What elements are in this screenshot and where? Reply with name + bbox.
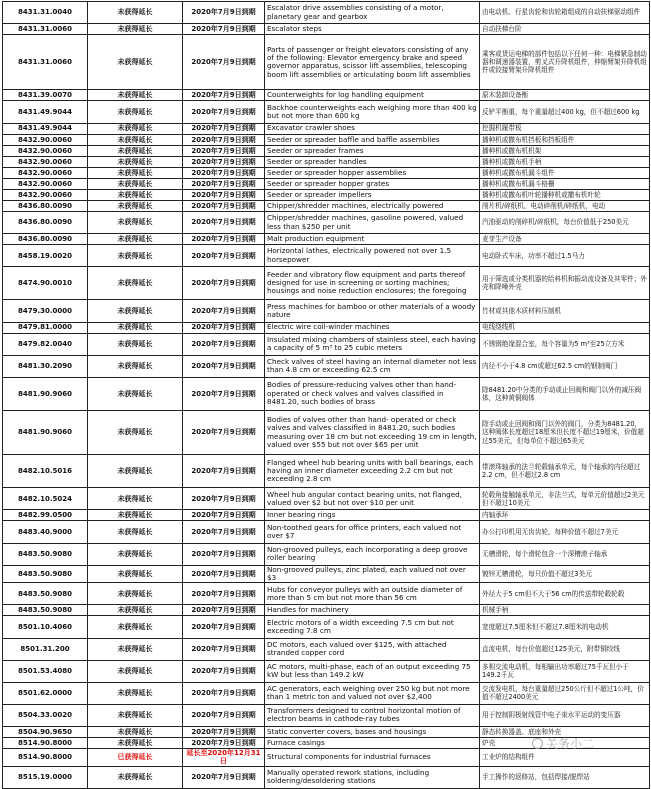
description-zh-cell: 用于筛选或分类机器的给料机和振动流设备及其零件；外壳和降噪外壳 <box>480 267 650 300</box>
description-zh-cell: 播种机或撒布机漏斗组件 <box>480 167 650 178</box>
deadline-cell: 2020年7月9日到期 <box>183 322 265 333</box>
description-zh-cell: 播种机或撒布机手柄 <box>480 156 650 167</box>
description-en-cell: Non-toothed gears for office printers, each valued not over $7 <box>265 521 480 543</box>
description-en-cell: Wheel hub angular contact bearing units, not flanged, valued over $2 but not over $10 per unit <box>265 488 480 510</box>
table-row <box>3 24 650 35</box>
description-en-cell: Excavator crawler shoes <box>265 123 480 134</box>
hts-code-cell: 8481.90.9060 <box>3 377 88 410</box>
extension-status-cell: 未获得延长 <box>88 156 183 167</box>
deadline-cell: 延长至2020年12月31日 <box>183 749 265 767</box>
deadline-cell: 2020年7月9日到期 <box>183 660 265 682</box>
extension-status-cell: 未获得延长 <box>88 455 183 488</box>
description-zh-cell: 机械手柄 <box>480 605 650 616</box>
hts-code-cell: 8432.90.0060 <box>3 156 88 167</box>
deadline-cell: 2020年7月9日到期 <box>183 521 265 543</box>
description-zh-cell: 无槽滑轮，每个滑轮包含一个深槽滚子轴承 <box>480 543 650 565</box>
deadline-cell: 2020年7月9日到期 <box>183 333 265 355</box>
description-en-cell: Transformers designed to control horizontal motion of electron beams in cathode-ray tubes <box>265 704 480 726</box>
hts-code-cell: 8482.10.5024 <box>3 488 88 510</box>
hts-code-cell: 8515.19.0000 <box>3 766 88 788</box>
description-zh-cell: 挖掘机履带板 <box>480 123 650 134</box>
extension-status-cell: 未获得延长 <box>88 167 183 178</box>
table-row <box>3 605 650 616</box>
hts-code-cell: 8432.90.0060 <box>3 178 88 189</box>
description-en-cell: Horizontal lathes, electrically powered not over 1.5 horsepower <box>265 245 480 267</box>
table-row <box>3 766 650 788</box>
description-zh-cell: 反铲平衡重，每个重量超过400 kg，但不超过600 kg <box>480 101 650 123</box>
deadline-cell: 2020年7月9日到期 <box>183 682 265 704</box>
deadline-cell: 2020年7月9日到期 <box>183 726 265 737</box>
description-zh-cell: 轮毂角接触轴承单元，非法兰式，每单元价值超过2美元但不超过10美元 <box>480 488 650 510</box>
hts-code-cell: 8501.53.4080 <box>3 660 88 682</box>
hts-code-cell: 8504.33.0020 <box>3 704 88 726</box>
extension-status-cell: 未获得延长 <box>88 234 183 245</box>
hts-code-cell: 8483.40.9000 <box>3 521 88 543</box>
description-en-cell: Feeder and vibratory flow equipment and parts thereof designed for use in screening or sorting machines; housings and noise reduction enclosures; the foregoing <box>265 267 480 300</box>
hts-code-cell: 8483.50.9080 <box>3 543 88 565</box>
table-row <box>3 682 650 704</box>
hts-code-cell: 8432.90.0060 <box>3 145 88 156</box>
table-row <box>3 660 650 682</box>
table-row <box>3 704 650 726</box>
hts-code-cell: 8514.90.8000 <box>3 749 88 767</box>
table-row <box>3 377 650 410</box>
deadline-cell: 2020年7月9日到期 <box>183 355 265 377</box>
table-row <box>3 178 650 189</box>
deadline-cell: 2020年7月9日到期 <box>183 145 265 156</box>
hts-code-cell: 8479.82.0040 <box>3 333 88 355</box>
description-zh-cell: 手工操作的返修站，包括焊接/脱焊站 <box>480 766 650 788</box>
table-row <box>3 90 650 101</box>
extension-status-cell: 未获得延长 <box>88 355 183 377</box>
extension-status-cell: 未获得延长 <box>88 726 183 737</box>
description-zh-cell: 镀锌无槽滑轮，每只价值不超过3美元 <box>480 565 650 583</box>
description-zh-cell: 麦芽生产设备 <box>480 234 650 245</box>
description-en-cell: Seeder or spreader impellers <box>265 189 480 200</box>
description-zh-cell: 自动扶梯台阶 <box>480 24 650 35</box>
deadline-cell: 2020年7月9日到期 <box>183 410 265 454</box>
description-en-cell: Backhoe counterweights each weighing more than 400 kg but not more than 600 kg <box>265 101 480 123</box>
description-en-cell: Malt production equipment <box>265 234 480 245</box>
description-zh-cell: 用于控制阴极射线管中电子束水平运动的变压器 <box>480 704 650 726</box>
table-row <box>3 234 650 245</box>
extension-status-cell: 未获得延长 <box>88 322 183 333</box>
description-zh-cell: 播种机或撒布机漏斗格栅 <box>480 178 650 189</box>
table-row <box>3 749 650 767</box>
table-row <box>3 245 650 267</box>
extension-status-cell: 未获得延长 <box>88 660 183 682</box>
table-row <box>3 738 650 749</box>
hts-code-cell: 8431.49.9044 <box>3 101 88 123</box>
table-row <box>3 333 650 355</box>
deadline-cell: 2020年7月9日到期 <box>183 101 265 123</box>
table-row <box>3 488 650 510</box>
deadline-cell: 2020年7月9日到期 <box>183 565 265 583</box>
description-en-cell: Non-grooved pulleys, zinc plated, each valued not over $3 <box>265 565 480 583</box>
hts-code-cell: 8431.31.0060 <box>3 24 88 35</box>
hts-code-cell: 8479.30.0000 <box>3 300 88 322</box>
description-zh-cell: 除8481.20中分类的手动或止回阀和阀门以外的减压阀体，这种黄铜阀体 <box>480 377 650 410</box>
deadline-cell: 2020年7月9日到期 <box>183 704 265 726</box>
extension-status-cell: 未获得延长 <box>88 738 183 749</box>
deadline-cell: 2020年7月9日到期 <box>183 583 265 605</box>
table-row <box>3 322 650 333</box>
description-en-cell: Press machines for bamboo or other materials of a woody nature <box>265 300 480 322</box>
table-row <box>3 726 650 737</box>
description-en-cell: Structural components for industrial furnaces <box>265 749 480 767</box>
hts-code-cell: 8432.90.0060 <box>3 189 88 200</box>
hts-code-cell: 8482.99.0500 <box>3 510 88 521</box>
deadline-cell: 2020年7月9日到期 <box>183 156 265 167</box>
table-row <box>3 211 650 233</box>
hts-code-cell: 8479.81.0000 <box>3 322 88 333</box>
hts-code-cell: 8481.90.9060 <box>3 410 88 454</box>
table-row <box>3 123 650 134</box>
table-row <box>3 145 650 156</box>
description-en-cell: Non-grooved pulleys, each incorporating a deep groove roller bearing <box>265 543 480 565</box>
table-row <box>3 565 650 583</box>
description-zh-cell: 电动卧式车床，功率不超过1.5马力 <box>480 245 650 267</box>
description-zh-cell: 工业炉的结构组件 <box>480 749 650 767</box>
hts-code-cell: 8431.31.0060 <box>3 35 88 90</box>
description-en-cell: Insulated mixing chambers of stainless steel, each having a capacity of 5 m³ to 25 cubic meters <box>265 333 480 355</box>
hts-code-cell: 8504.90.9650 <box>3 726 88 737</box>
table-row <box>3 583 650 605</box>
hts-code-cell: 8436.80.0090 <box>3 234 88 245</box>
description-zh-cell: 原木装卸设备衡 <box>480 90 650 101</box>
hts-code-cell: 8483.50.9080 <box>3 605 88 616</box>
extension-status-cell: 未获得延长 <box>88 682 183 704</box>
deadline-cell: 2020年7月9日到期 <box>183 211 265 233</box>
deadline-cell: 2020年7月9日到期 <box>183 455 265 488</box>
deadline-cell: 2020年7月9日到期 <box>183 488 265 510</box>
description-zh-cell: 内轴承环 <box>480 510 650 521</box>
description-en-cell: Seeder or spreader hopper assemblies <box>265 167 480 178</box>
deadline-cell: 2020年7月9日到期 <box>183 510 265 521</box>
extension-status-cell: 未获得延长 <box>88 605 183 616</box>
description-en-cell: Seeder or spreader baffle and baffle assemblies <box>265 134 480 145</box>
deadline-cell: 2020年7月9日到期 <box>183 189 265 200</box>
extension-status-cell: 未获得延长 <box>88 583 183 605</box>
description-zh-cell: 电线绕线机 <box>480 322 650 333</box>
watermark-text: 关务小二 <box>546 737 595 751</box>
description-zh-cell: 宽度超过7.5厘米但不超过7.8厘米的电动机 <box>480 616 650 638</box>
extension-status-cell: 未获得延长 <box>88 24 183 35</box>
extension-status-cell: 未获得延长 <box>88 766 183 788</box>
extension-status-cell: 未获得延长 <box>88 145 183 156</box>
extension-status-cell: 未获得延长 <box>88 300 183 322</box>
description-en-cell: AC generators, each weighing over 250 kg but not more than 1 metric ton and valued not over $2,400 <box>265 682 480 704</box>
hts-code-cell: 8432.90.0060 <box>3 167 88 178</box>
exclusion-table <box>2 1 650 789</box>
description-zh-cell: 多相交流电动机，每相输出功率超过75千瓦但小于149.2千瓦 <box>480 660 650 682</box>
hts-code-cell: 8501.62.0000 <box>3 682 88 704</box>
description-zh-cell: 办公打印机用无齿齿轮，每种价值不超过7美元 <box>480 521 650 543</box>
description-zh-cell: 带滚珠轴承的法兰轮毂轴承单元，每个轴承的内径超过2.2 cm，但不超过2.8 cm <box>480 455 650 488</box>
deadline-cell: 2020年7月9日到期 <box>183 377 265 410</box>
table-row <box>3 455 650 488</box>
description-zh-cell: 汽油驱动的削碎机/碎纸机，每台价值低于250美元 <box>480 211 650 233</box>
description-en-cell: Static converter covers, bases and housings <box>265 726 480 737</box>
table-row <box>3 300 650 322</box>
extension-status-cell: 未获得延长 <box>88 245 183 267</box>
description-en-cell: Chipper/shredder machines, gasoline powered, valued less than $250 per unit <box>265 211 480 233</box>
table-row <box>3 189 650 200</box>
table-row <box>3 410 650 454</box>
table-row <box>3 35 650 90</box>
description-zh-cell: 除手动或止回阀和阀门以外的阀门，分类为8481.20，这种阀体长度超过18厘米但长度不超过19厘米，价值超过55美元，但每单位不超过65美元 <box>480 410 650 454</box>
deadline-cell: 2020年7月9日到期 <box>183 167 265 178</box>
hts-code-cell: 8501.31.200 <box>3 638 88 660</box>
extension-status-cell: 未获得延长 <box>88 488 183 510</box>
hts-code-cell: 8501.10.4060 <box>3 616 88 638</box>
description-en-cell: Seeder or spreader hopper grates <box>265 178 480 189</box>
table-row <box>3 200 650 211</box>
extension-status-cell: 未获得延长 <box>88 377 183 410</box>
description-zh-cell: 竹材或其他木质材料压制机 <box>480 300 650 322</box>
deadline-cell: 2020年7月9日到期 <box>183 738 265 749</box>
description-en-cell: Seeder or spreader handles <box>265 156 480 167</box>
description-en-cell: Chipper/shredder machines, electrically powered <box>265 200 480 211</box>
description-zh-cell: 由电动机、行星齿轮和齿轮箱组成的自动扶梯驱动组件 <box>480 2 650 24</box>
deadline-cell: 2020年7月9日到期 <box>183 543 265 565</box>
table-body <box>3 2 650 789</box>
description-en-cell: Check valves of steel having an internal diameter not less than 4.8 cm or exceeding 62.5 cm <box>265 355 480 377</box>
description-en-cell: Inner bearing rings <box>265 510 480 521</box>
description-en-cell: Counterweights for log handling equipment <box>265 90 480 101</box>
extension-status-cell: 未获得延长 <box>88 616 183 638</box>
deadline-cell: 2020年7月9日到期 <box>183 245 265 267</box>
deadline-cell: 2020年7月9日到期 <box>183 234 265 245</box>
extension-status-cell: 未获得延长 <box>88 543 183 565</box>
description-zh-cell: 乘客或货运电梯的部件包括以下任何一种：电梯紧急制动器和调速器装置，剪叉式升降机组件，伸缩臂架升降机组件或铰接臂架升降机组件 <box>480 35 650 90</box>
description-zh-cell: 炉壳 <box>480 738 650 749</box>
description-en-cell: Furnace casings <box>265 738 480 749</box>
description-en-cell: DC motors, each valued over $125, with attached stranded copper cord <box>265 638 480 660</box>
description-zh-cell: 直流电机，每台价值超过125美元，附带铜绞线 <box>480 638 650 660</box>
deadline-cell: 2020年7月9日到期 <box>183 200 265 211</box>
extension-status-cell: 未获得延长 <box>88 101 183 123</box>
description-zh-cell: 削片机/碎纸机，电动碎削机/碎纸机，电动 <box>480 200 650 211</box>
table-row <box>3 521 650 543</box>
extension-status-cell: 未获得延长 <box>88 211 183 233</box>
deadline-cell: 2020年7月9日到期 <box>183 267 265 300</box>
deadline-cell: 2020年7月9日到期 <box>183 300 265 322</box>
deadline-cell: 2020年7月9日到期 <box>183 2 265 24</box>
extension-status-cell: 未获得延长 <box>88 90 183 101</box>
description-zh-cell: 播种机或撒布机叶轮播种机或撒布机叶轮 <box>480 189 650 200</box>
description-zh-cell: 内径不小于4.8 cm或超过62.5 cm的钢制阀门 <box>480 355 650 377</box>
table-row <box>3 355 650 377</box>
deadline-cell: 2020年7月9日到期 <box>183 766 265 788</box>
description-zh-cell: 播种机或撒布机挡板和挡板组件 <box>480 134 650 145</box>
description-zh-cell: 播种机或撒布机机架 <box>480 145 650 156</box>
hts-code-cell: 8482.10.5016 <box>3 455 88 488</box>
table-row <box>3 156 650 167</box>
hts-code-cell: 8514.90.8000 <box>3 738 88 749</box>
hts-code-cell: 8431.39.0070 <box>3 90 88 101</box>
table-row <box>3 2 650 24</box>
extension-status-cell: 未获得延长 <box>88 333 183 355</box>
extension-status-cell: 未获得延长 <box>88 510 183 521</box>
extension-status-cell: 已获得延长 <box>88 749 183 767</box>
description-en-cell: Bodies of pressure-reducing valves other than hand-operated or check valves and valves classified in 8481.20, such bodies of brass <box>265 377 480 410</box>
description-en-cell: Escalator steps <box>265 24 480 35</box>
description-en-cell: Electric motors of a width exceeding 7.5 cm but not exceeding 7.8 cm <box>265 616 480 638</box>
extension-status-cell: 未获得延长 <box>88 638 183 660</box>
deadline-cell: 2020年7月9日到期 <box>183 616 265 638</box>
hts-code-cell: 8481.30.2090 <box>3 355 88 377</box>
description-zh-cell: 静态转换器盖、底座和外壳 <box>480 726 650 737</box>
deadline-cell: 2020年7月9日到期 <box>183 123 265 134</box>
table-row <box>3 167 650 178</box>
deadline-cell: 2020年7月9日到期 <box>183 605 265 616</box>
description-en-cell: Parts of passenger or freight elevators consisting of any of the following: Elevator emergency brake and speed governor apparatus, scissor lift assemblies, telescoping boom lift assemblies or articulating boom lift assemblies <box>265 35 480 90</box>
table-row <box>3 638 650 660</box>
hts-code-cell: 8436.80.0090 <box>3 211 88 233</box>
description-en-cell: Hubs for conveyor pulleys with an outside diameter of more than 5 cm but not more than 56 cm <box>265 583 480 605</box>
table-row <box>3 134 650 145</box>
extension-status-cell: 未获得延长 <box>88 200 183 211</box>
deadline-cell: 2020年7月9日到期 <box>183 638 265 660</box>
description-zh-cell: 外径大于5 cm但不大于56 cm的传送带轮毂轮毂 <box>480 583 650 605</box>
extension-status-cell: 未获得延长 <box>88 410 183 454</box>
extension-status-cell: 未获得延长 <box>88 704 183 726</box>
extension-status-cell: 未获得延长 <box>88 35 183 90</box>
description-en-cell: AC motors, multi-phase, each of an output exceeding 75 kW but less than 149.2 kW <box>265 660 480 682</box>
hts-code-cell: 8436.80.0090 <box>3 200 88 211</box>
description-en-cell: Seeder or spreader frames <box>265 145 480 156</box>
description-zh-cell: 交流发电机，每台重量超过250公斤但不超过1公吨，价值不超过2400美元 <box>480 682 650 704</box>
table-row <box>3 543 650 565</box>
table-row <box>3 510 650 521</box>
hts-code-cell: 8458.19.0020 <box>3 245 88 267</box>
extension-status-cell: 未获得延长 <box>88 267 183 300</box>
description-zh-cell: 不锈钢绝缘混合室，每个容量为5 m³至25立方米 <box>480 333 650 355</box>
hts-code-cell: 8483.50.9080 <box>3 565 88 583</box>
extension-status-cell: 未获得延长 <box>88 189 183 200</box>
hts-code-cell: 8483.50.9080 <box>3 583 88 605</box>
extension-status-cell: 未获得延长 <box>88 178 183 189</box>
extension-status-cell: 未获得延长 <box>88 123 183 134</box>
description-en-cell: Electric wire coil-winder machines <box>265 322 480 333</box>
description-en-cell: Bodies of valves other than hand- operated or check valves and valves classified in 8481.20, such bodies measuring over 18 cm but not exceeding 19 cm in length, valued over $55 but not over $65 per unit <box>265 410 480 454</box>
deadline-cell: 2020年7月9日到期 <box>183 134 265 145</box>
deadline-cell: 2020年7月9日到期 <box>183 90 265 101</box>
description-en-cell: Escalator drive assemblies consisting of a motor, planetary gear and gearbox <box>265 2 480 24</box>
description-en-cell: Flanged wheel hub bearing units with ball bearings, each having an inner diameter exceeding 2.2 cm but not exceeding 2.8 cm <box>265 455 480 488</box>
deadline-cell: 2020年7月9日到期 <box>183 178 265 189</box>
extension-status-cell: 未获得延长 <box>88 134 183 145</box>
hts-code-cell: 8431.49.9044 <box>3 123 88 134</box>
table-row <box>3 101 650 123</box>
deadline-cell: 2020年7月9日到期 <box>183 24 265 35</box>
extension-status-cell: 未获得延长 <box>88 521 183 543</box>
extension-status-cell: 未获得延长 <box>88 565 183 583</box>
description-en-cell: Manually operated rework stations, including soldering/desoldering stations <box>265 766 480 788</box>
hts-code-cell: 8432.90.0060 <box>3 134 88 145</box>
deadline-cell: 2020年7月9日到期 <box>183 35 265 90</box>
extension-status-cell: 未获得延长 <box>88 2 183 24</box>
description-en-cell: Handles for machinery <box>265 605 480 616</box>
table-row <box>3 616 650 638</box>
hts-code-cell: 8431.31.0040 <box>3 2 88 24</box>
hts-code-cell: 8474.90.0010 <box>3 267 88 300</box>
table-row <box>3 267 650 300</box>
